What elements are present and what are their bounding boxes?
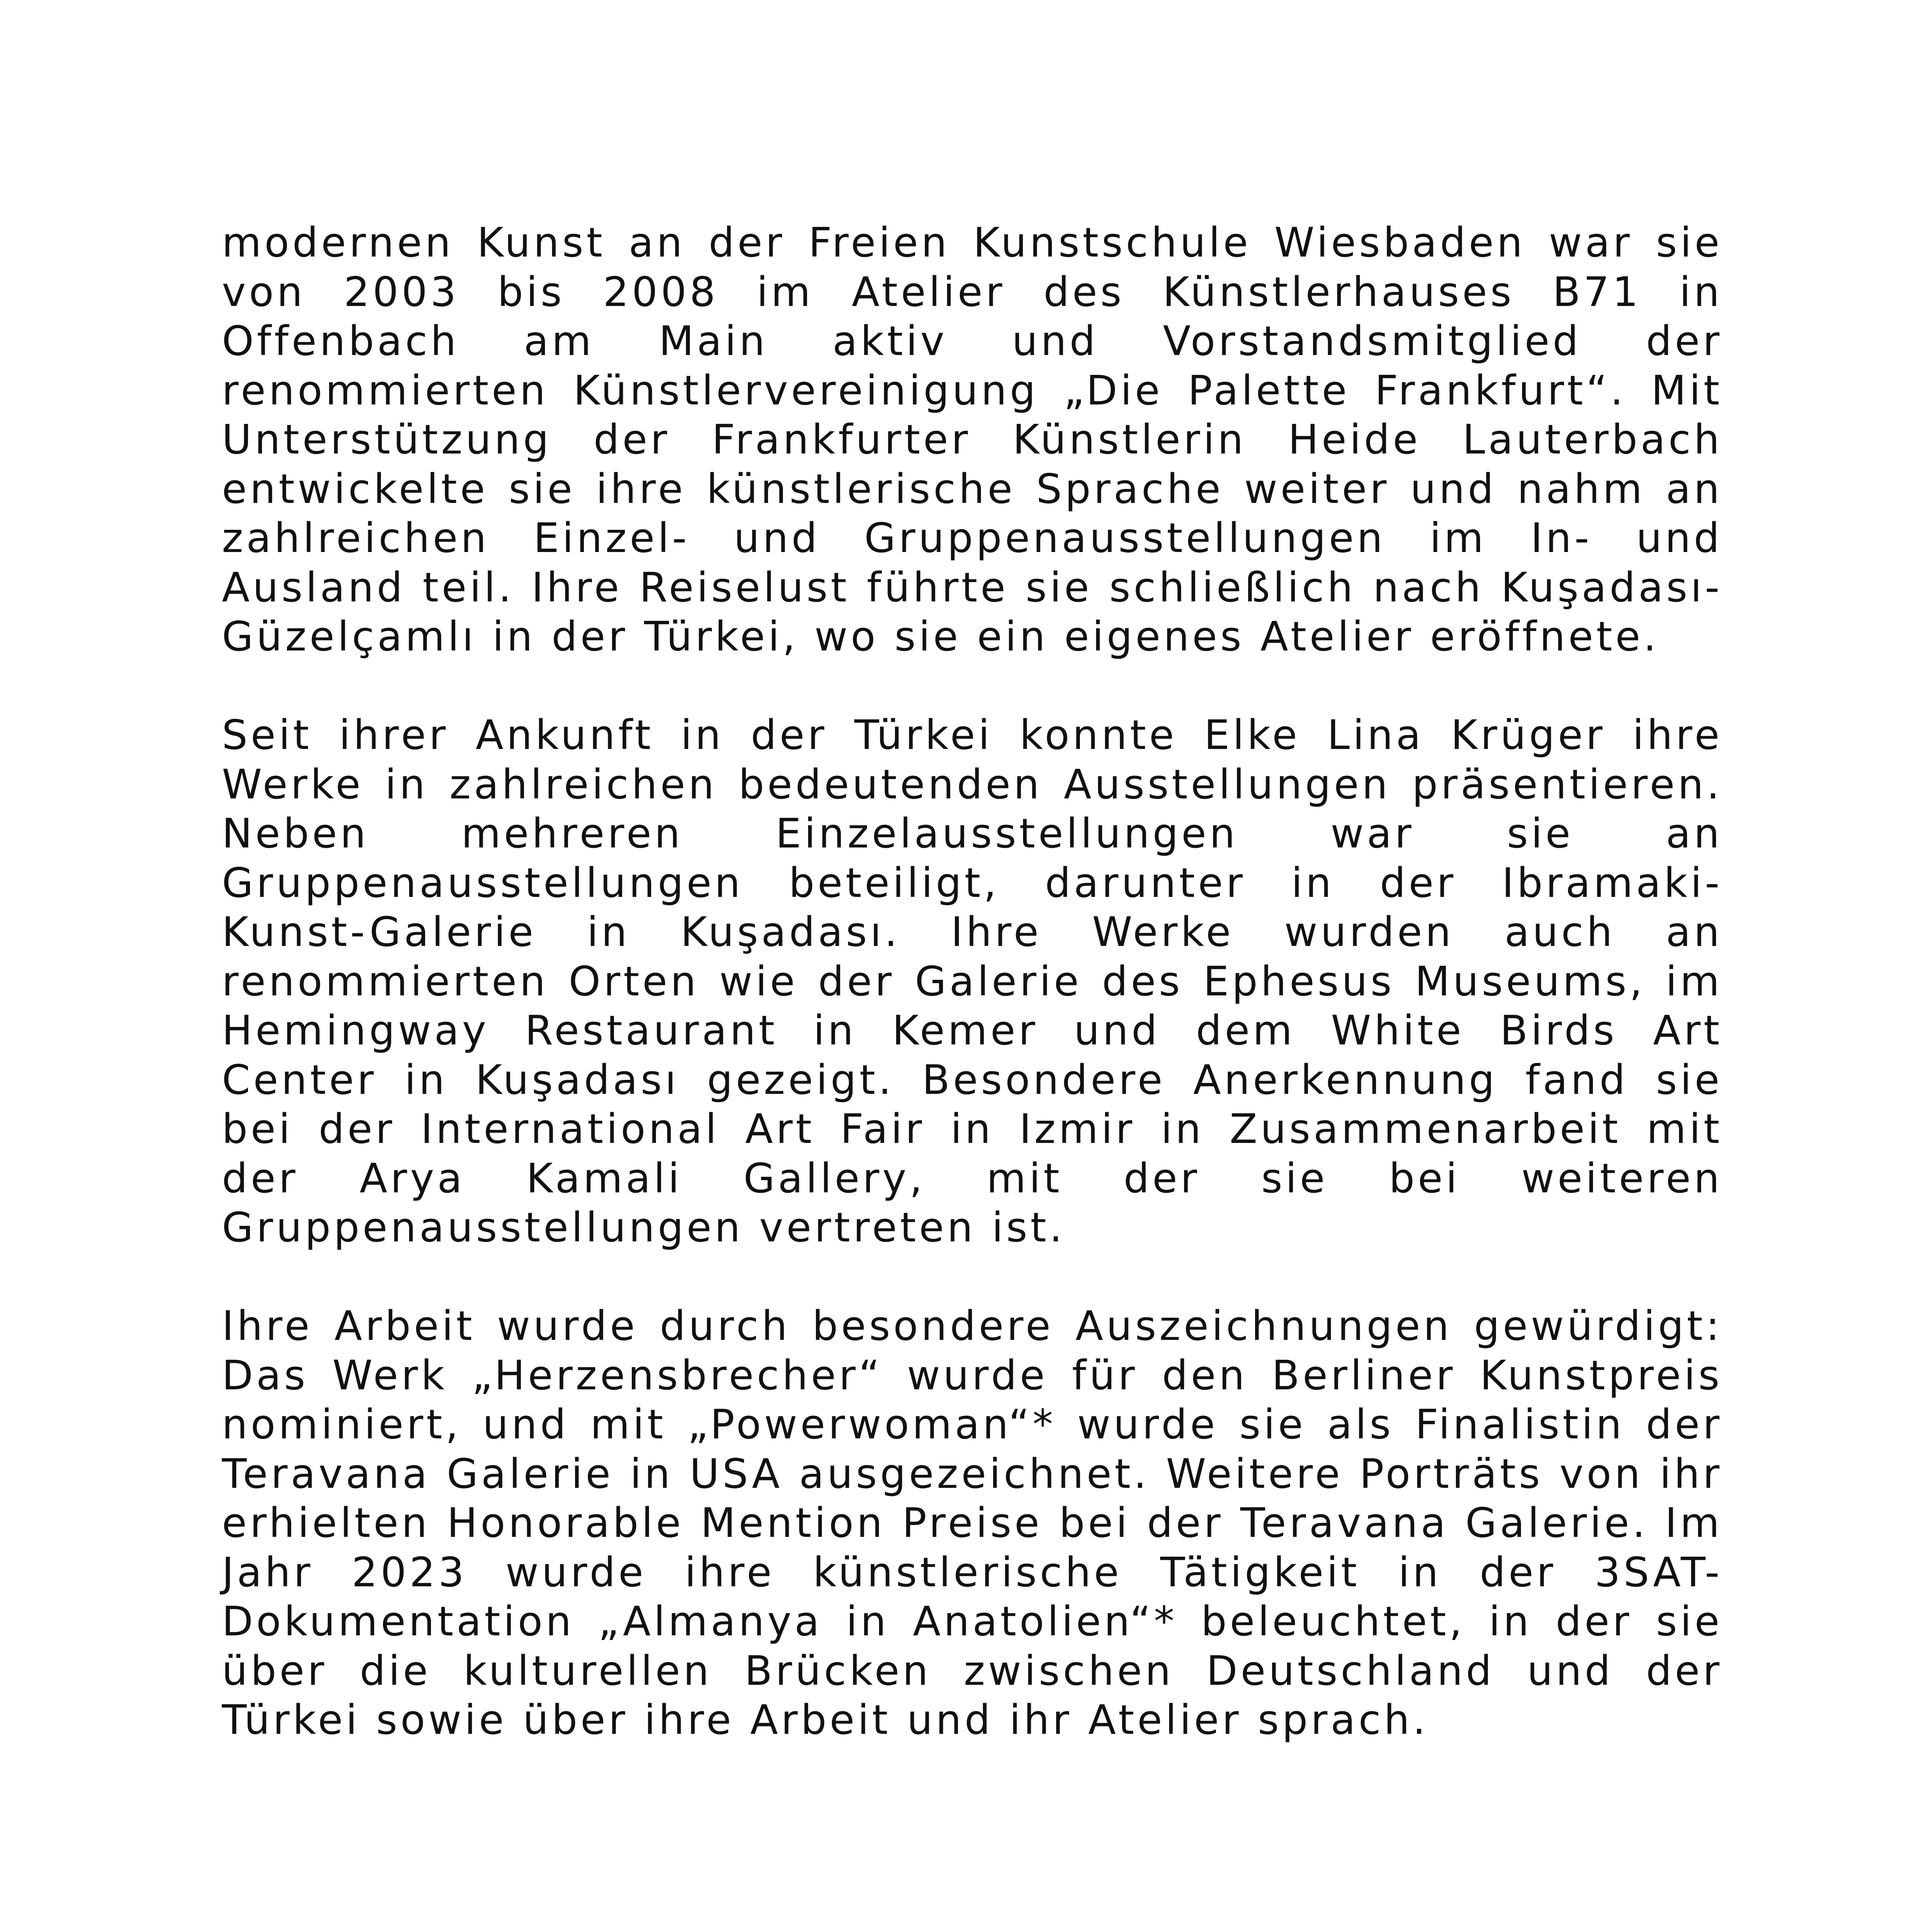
- body-text: [222, 218, 1723, 1745]
- paragraph-biography-career: modernen Kunst an der Freien Kunstschule Wiesbaden war sie von 2003 bis 2008 im Atelier des Künstlerhauses B71 in Offenbach am Main aktiv und Vorstandsmitglied der renommierten Künstlervereinigung „Die Palette Frankfurt“. Mit Unterstützung der Frankfurter Künstlerin Heide Lauterbach entwickelte sie ihre künstlerische Sprache weiter und nahm an zahlreichen Einzel- und Gruppenausstellungen im In- und Ausland teil. Ihre Reiselust führte sie schließlich nach Kuşadası-Güzelçamlı in der Türkei, wo sie ein eigenes Atelier eröffnete.: [222, 219, 1723, 660]
- paragraph-exhibitions-turkey: Seit ihrer Ankunft in der Türkei konnte Elke Lina Krüger ihre Werke in zahlreichen bedeutenden Ausstellungen präsentieren. Neben mehreren Einzelausstellungen war sie an Gruppenausstellungen beteiligt, darunter in der Ibramaki-Kunst-Galerie in Kuşadası. Ihre Werke wurden auch an renommierten Orten wie der Galerie des Ephesus Museums, im Hemingway Restaurant in Kemer und dem White Birds Art Center in Kuşadası gezeigt. Besondere Anerkennung fand sie bei der International Art Fair in Izmir in Zusammenarbeit mit der Arya Kamali Gallery, mit der sie bei weiteren Gruppenausstellungen vertreten ist.: [222, 711, 1723, 1251]
- paragraph-awards: Ihre Arbeit wurde durch besondere Auszeichnungen gewürdigt: Das Werk „Herzensbrecher“ wurde für den Berliner Kunstpreis nominiert, und mit „Powerwoman“* wurde sie als Finalistin der Teravana Galerie in USA ausgezeichnet. Weitere Porträts von ihr erhielten Honorable Mention Preise bei der Teravana Galerie. Im Jahr 2023 wurde ihre künstlerische Tätigkeit in der 3SAT-Dokumentation „Almanya in Anatolien“* beleuchtet, in der sie über die kulturellen Brücken zwischen Deutschland und der Türkei sowie über ihre Arbeit und ihr Atelier sprach.: [222, 1302, 1723, 1744]
